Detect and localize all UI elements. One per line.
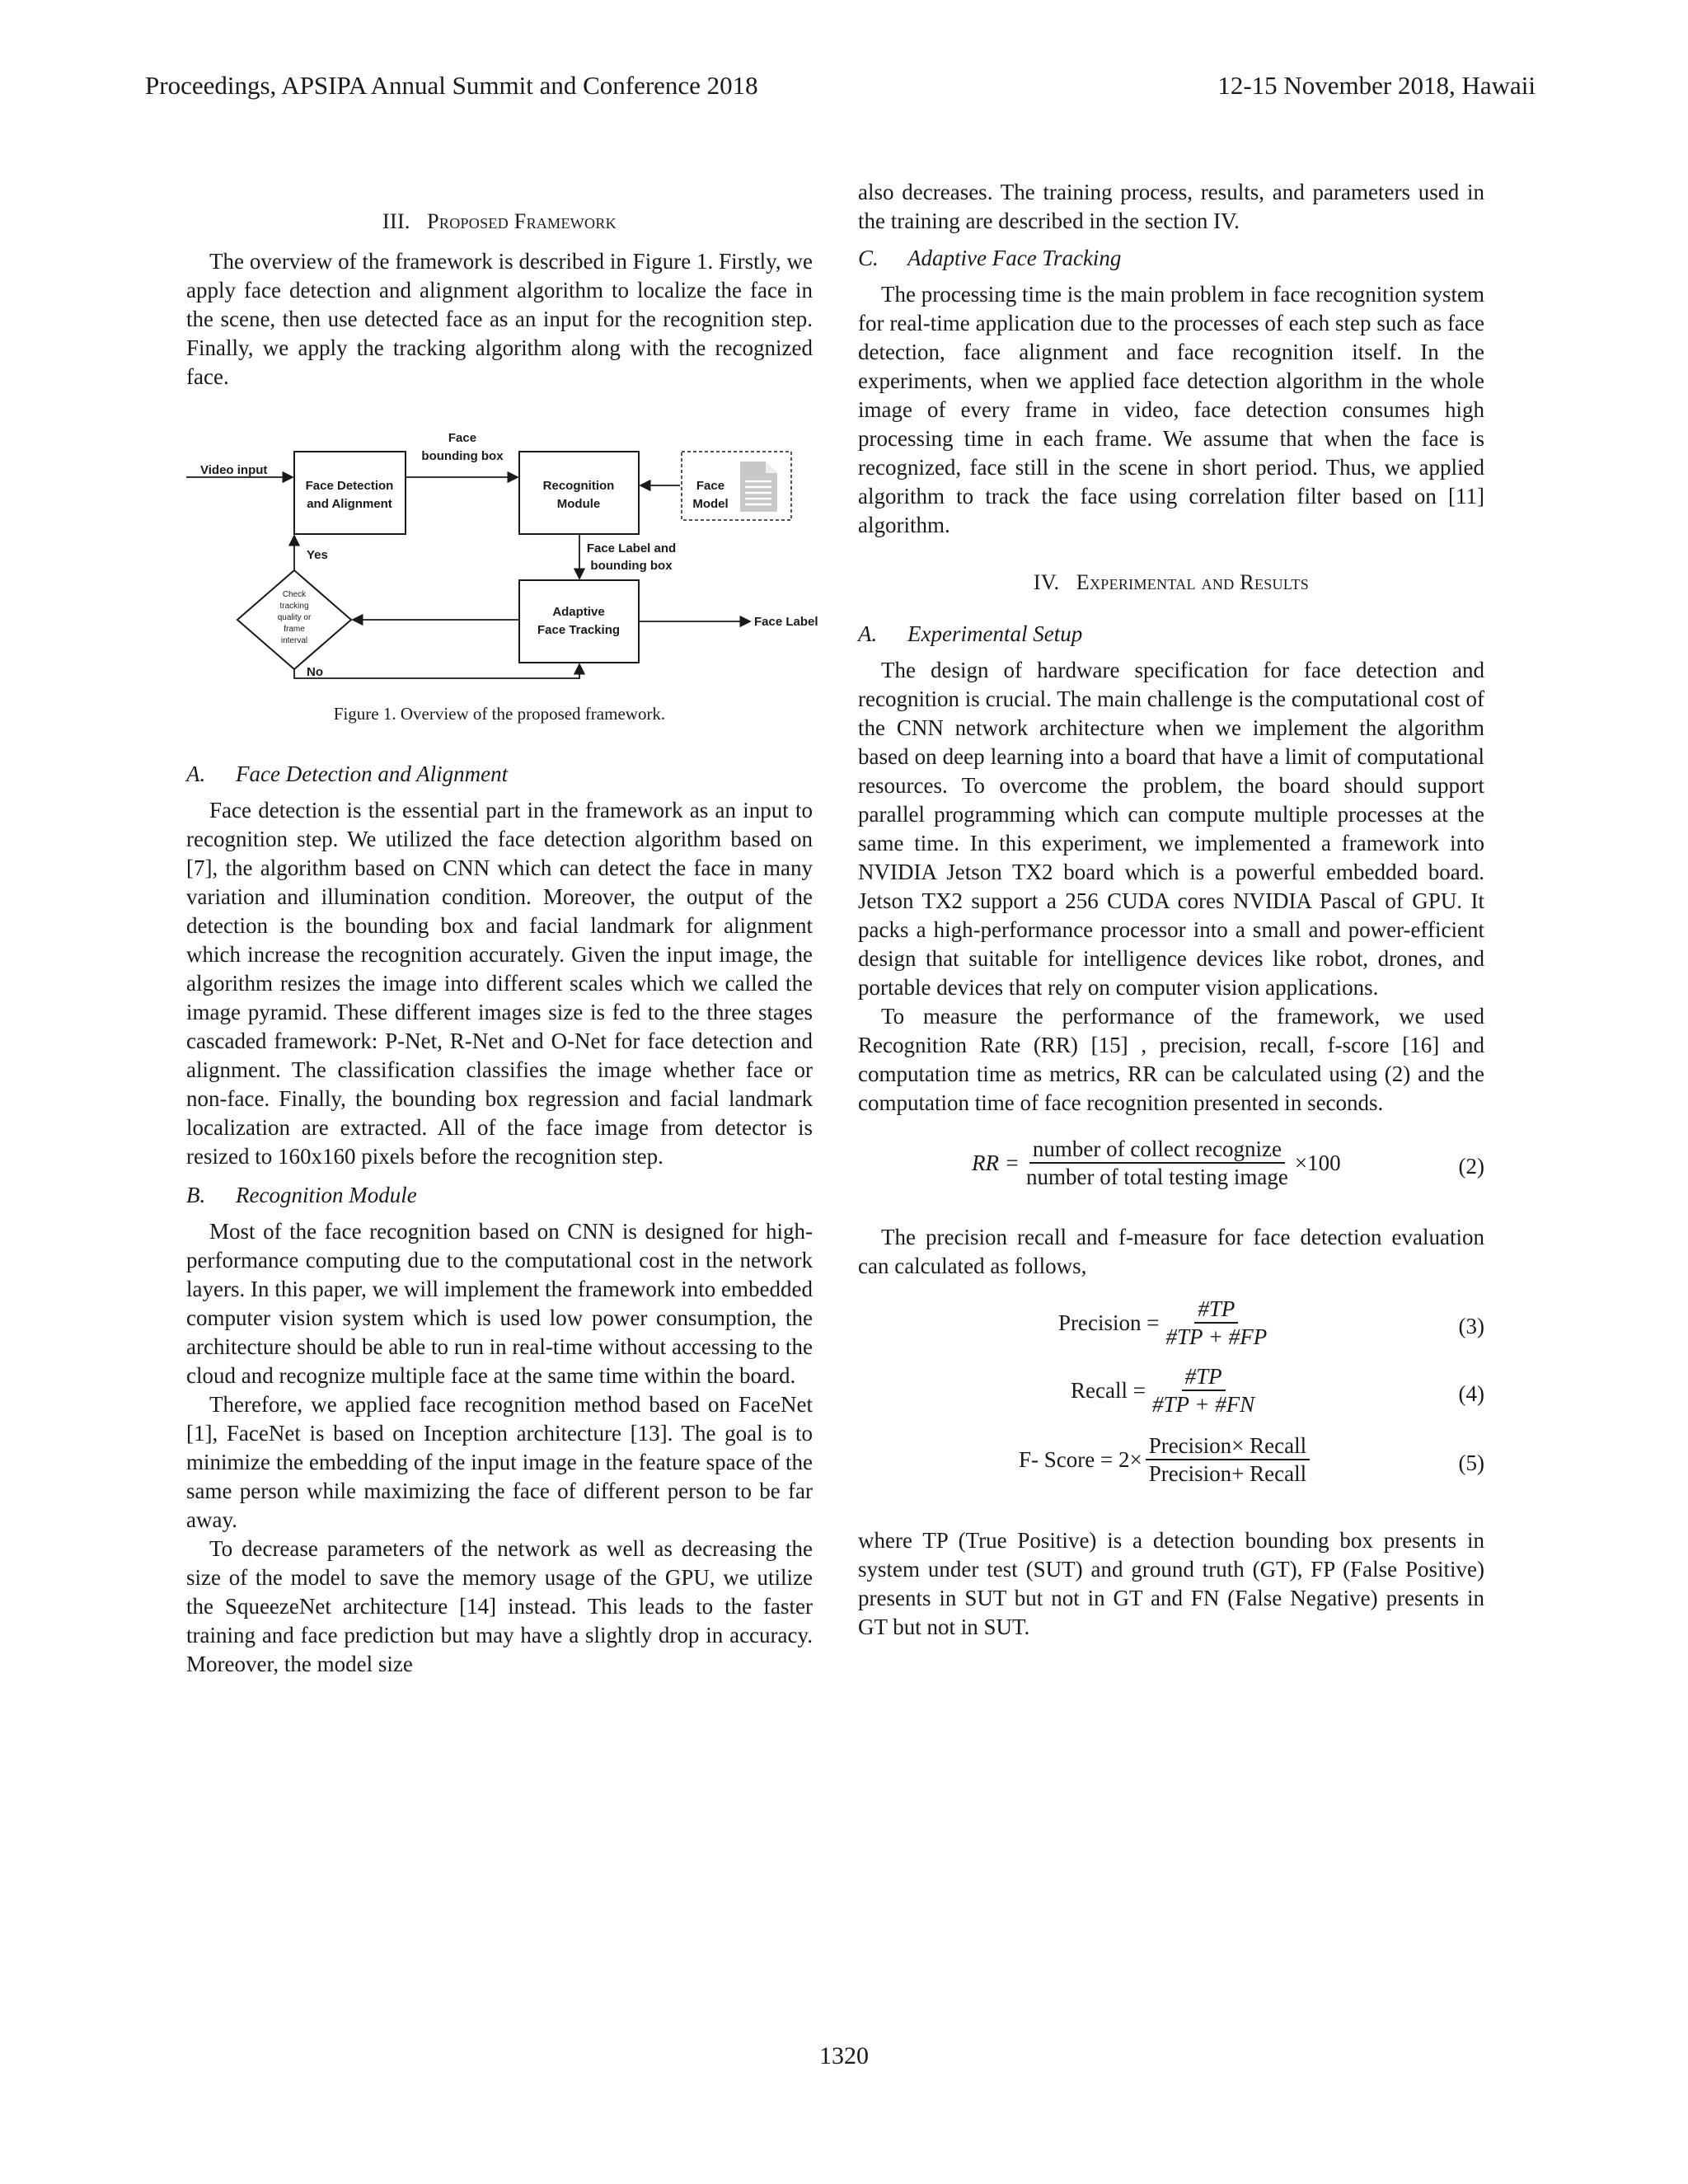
final-paragraph: where TP (True Positive) is a detection bounding box presents in system under test (SUT) and ground truth (GT), FP (False Positive) presents in SUT but not in GT and FN (False Negative) presents in GT but not in SUT. — [858, 1528, 1484, 1639]
yes-label: Yes — [307, 548, 328, 562]
bbox-label-line1: Face — [448, 431, 477, 445]
eq2-number: (2) — [1458, 1154, 1484, 1179]
tracking-label-line1: Adaptive — [552, 605, 605, 619]
subsection-label: C. — [858, 246, 879, 270]
subsection-a-heading — [186, 760, 813, 789]
section-number: III. — [382, 209, 410, 233]
subsection-label: A. — [858, 621, 878, 646]
eq5-number: (5) — [1458, 1451, 1484, 1475]
equation-4 — [858, 1363, 1484, 1429]
label-bbox-line2: bounding box — [590, 559, 673, 573]
precision-recall-paragraph: The precision recall and f-measure for face detection evaluation can calculated as follows, — [858, 1225, 1484, 1278]
setup-paragraph-2: To measure the performance of the framework, we used Recognition Rate (RR) [15] , precision, recall, f-score [16] and computation time as metrics, RR can be calculated using (2) and the computation time of face recognition presented in seconds. — [858, 1004, 1484, 1115]
check-label-line2: tracking — [279, 602, 309, 611]
subsection-a-heading — [858, 620, 1484, 649]
figure-1 — [186, 410, 818, 684]
eq2-tail: ×100 — [1294, 1150, 1341, 1175]
check-label-line1: Check — [282, 590, 307, 599]
section-title: Proposed Framework — [427, 209, 617, 233]
eq4-number: (4) — [1458, 1381, 1484, 1406]
eq3-numerator: #TP — [1194, 1296, 1238, 1324]
subsection-title: Recognition Module — [236, 1183, 417, 1207]
equation-2 — [858, 1134, 1484, 1203]
subsection-title: Face Detection and Alignment — [236, 762, 509, 786]
subsection-b-heading — [186, 1181, 813, 1210]
eq2-denominator: number of total testing image — [1025, 1165, 1288, 1189]
face-detection-paragraph: Face detection is the essential part in the framework as an input to recognition step. We utilized the face detection algorithm based on [7], the algorithm based on CNN which can detect the face in many variation and illumination condition. Moreover, the output of the detection is the bounding box and facial landmark for alignment which increase the recognition accurately. Given the input image, the algorithm resizes the image into different scales which we called the image pyramid. These different images size is fed to the three stages cascaded framework: P-Net, R-Net and O-Net for face detection and alignment. The classification classifies the image whether face or non-face. Finally, the bounding box regression and facial landmark localization are extracted. All of the face image from detector is resized to 160x160 pixels before the recognition step. — [186, 798, 813, 1169]
continuation-paragraph: also decreases. The training process, results, and parameters used in the training are described in the section IV. — [858, 180, 1484, 233]
face-detection-box — [294, 452, 406, 534]
section-4-heading — [858, 568, 1484, 597]
subsection-title: Experimental Setup — [907, 621, 1083, 646]
face-label-output: Face Label — [754, 615, 818, 629]
subsection-title: Adaptive Face Tracking — [907, 246, 1122, 270]
intro-paragraph: The overview of the framework is described in Figure 1. Firstly, we apply face detection and alignment algorithm to localize the face in the scene, then use detected face as an input for the recognition step. Finally, we apply the tracking algorithm along with the recognized face. — [186, 249, 813, 389]
eq2-numerator: number of collect recognize — [1029, 1136, 1285, 1164]
eq5-numerator: Precision× Recall — [1146, 1432, 1310, 1460]
eq3-denominator: #TP + #FP — [1165, 1324, 1268, 1349]
tracking-paragraph: The processing time is the main problem in face recognition system for real-time application due to the processes of each step such as face detection, face alignment and face recognition itself. In the experiments, when we applied face detection algorithm in the whole image of every frame in video, face detection consumes high processing time in each frame. We assume that when the face is recognized, face still in the scene in short period. Thus, we applied algorithm to track the face using correlation filter based on [11] algorithm. — [858, 282, 1484, 537]
tracking-box — [519, 580, 639, 663]
page-number: 1320 — [819, 2042, 869, 2069]
subsection-c-heading — [858, 244, 1484, 273]
eq2-lhs: RR = — [972, 1150, 1020, 1175]
section-title: Experimental and Results — [1076, 570, 1310, 594]
check-label-line4: frame — [284, 625, 305, 634]
eq4-numerator: #TP — [1182, 1363, 1226, 1391]
tracking-label-line2: Face Tracking — [537, 623, 621, 637]
equation-3 — [858, 1296, 1484, 1361]
check-label-line5: interval — [280, 636, 308, 645]
document-icon — [740, 462, 777, 512]
framework-diagram — [186, 410, 818, 684]
right-column — [858, 178, 1484, 1642]
no-label: No — [307, 665, 323, 679]
subsection-label: A. — [186, 762, 206, 786]
face-detection-label-line2: and Alignment — [307, 497, 392, 511]
equation-5 — [858, 1432, 1484, 1498]
left-column — [186, 178, 818, 1679]
running-header-left: Proceedings, APSIPA Annual Summit and Conference 2018 — [145, 71, 758, 100]
face-model-label-line2: Model — [692, 497, 729, 511]
eq4-lhs: Recall = — [1071, 1377, 1146, 1403]
section-number: IV. — [1033, 570, 1060, 594]
face-detection-label-line1: Face Detection — [305, 479, 394, 493]
eq3-lhs: Precision = — [1058, 1310, 1160, 1335]
video-input-label: Video input — [200, 463, 268, 477]
recognition-label-line1: Recognition — [542, 479, 615, 493]
recognition-paragraph-3: To decrease parameters of the network as well as decreasing the size of the model to save the memory usage of the GPU, we utilize the SqueezeNet architecture [14] instead. This leads to the faster training and face prediction but may have a slightly drop in accuracy. Moreover, the model size — [186, 1536, 813, 1676]
subsection-label: B. — [186, 1183, 206, 1207]
eq5-denominator: Precision+ Recall — [1148, 1461, 1307, 1486]
recognition-paragraph-2: Therefore, we applied face recognition method based on FaceNet [1], FaceNet is based on Inception architecture [13]. The goal is to minimize the embedding of the input image in the feature space of the same person while maximizing the face of different person to be far away. — [186, 1392, 813, 1532]
figure-caption: Figure 1. Overview of the proposed framework. — [333, 704, 666, 724]
recognition-box — [519, 452, 639, 534]
section-3-heading — [186, 207, 813, 236]
recognition-label-line2: Module — [556, 497, 601, 511]
label-bbox-line1: Face Label and — [586, 541, 677, 555]
eq5-lhs: F- Score = 2× — [1019, 1446, 1142, 1472]
recognition-paragraph-1: Most of the face recognition based on CNN is designed for high-performance computing due to the computational cost in the network layers. In this paper, we will implement the framework into embedded computer vision system which is used low power consumption, the architecture should be able to run in real-time without accessing to the cloud and recognize multiple face at the same time within the board. — [186, 1219, 813, 1388]
running-header-right: 12-15 November 2018, Hawaii — [1217, 71, 1536, 100]
setup-paragraph-1: The design of hardware specification for face detection and recognition is crucial. The main challenge is the computational cost of the CNN network architecture when we implement the algorithm based on deep learning into a board that have a limit of computational resources. To overcome the problem, the board should support parallel programming which can compute multiple processes at the same time. In this experiment, we implemented a framework into NVIDIA Jetson TX2 board which is a powerful embedded board. Jetson TX2 support a 256 CUDA cores NVIDIA Pascal of GPU. It packs a high-performance processor into a small and power-efficient design that suitable for intelligence devices like robot, drones, and portable devices that rely on computer vision applications. — [858, 658, 1484, 1000]
face-model-label-line1: Face — [696, 479, 725, 493]
bbox-label-line2: bounding box — [421, 449, 504, 463]
check-label-line3: quality or — [277, 613, 312, 622]
eq3-number: (3) — [1458, 1314, 1484, 1338]
eq4-denominator: #TP + #FN — [1151, 1392, 1255, 1417]
